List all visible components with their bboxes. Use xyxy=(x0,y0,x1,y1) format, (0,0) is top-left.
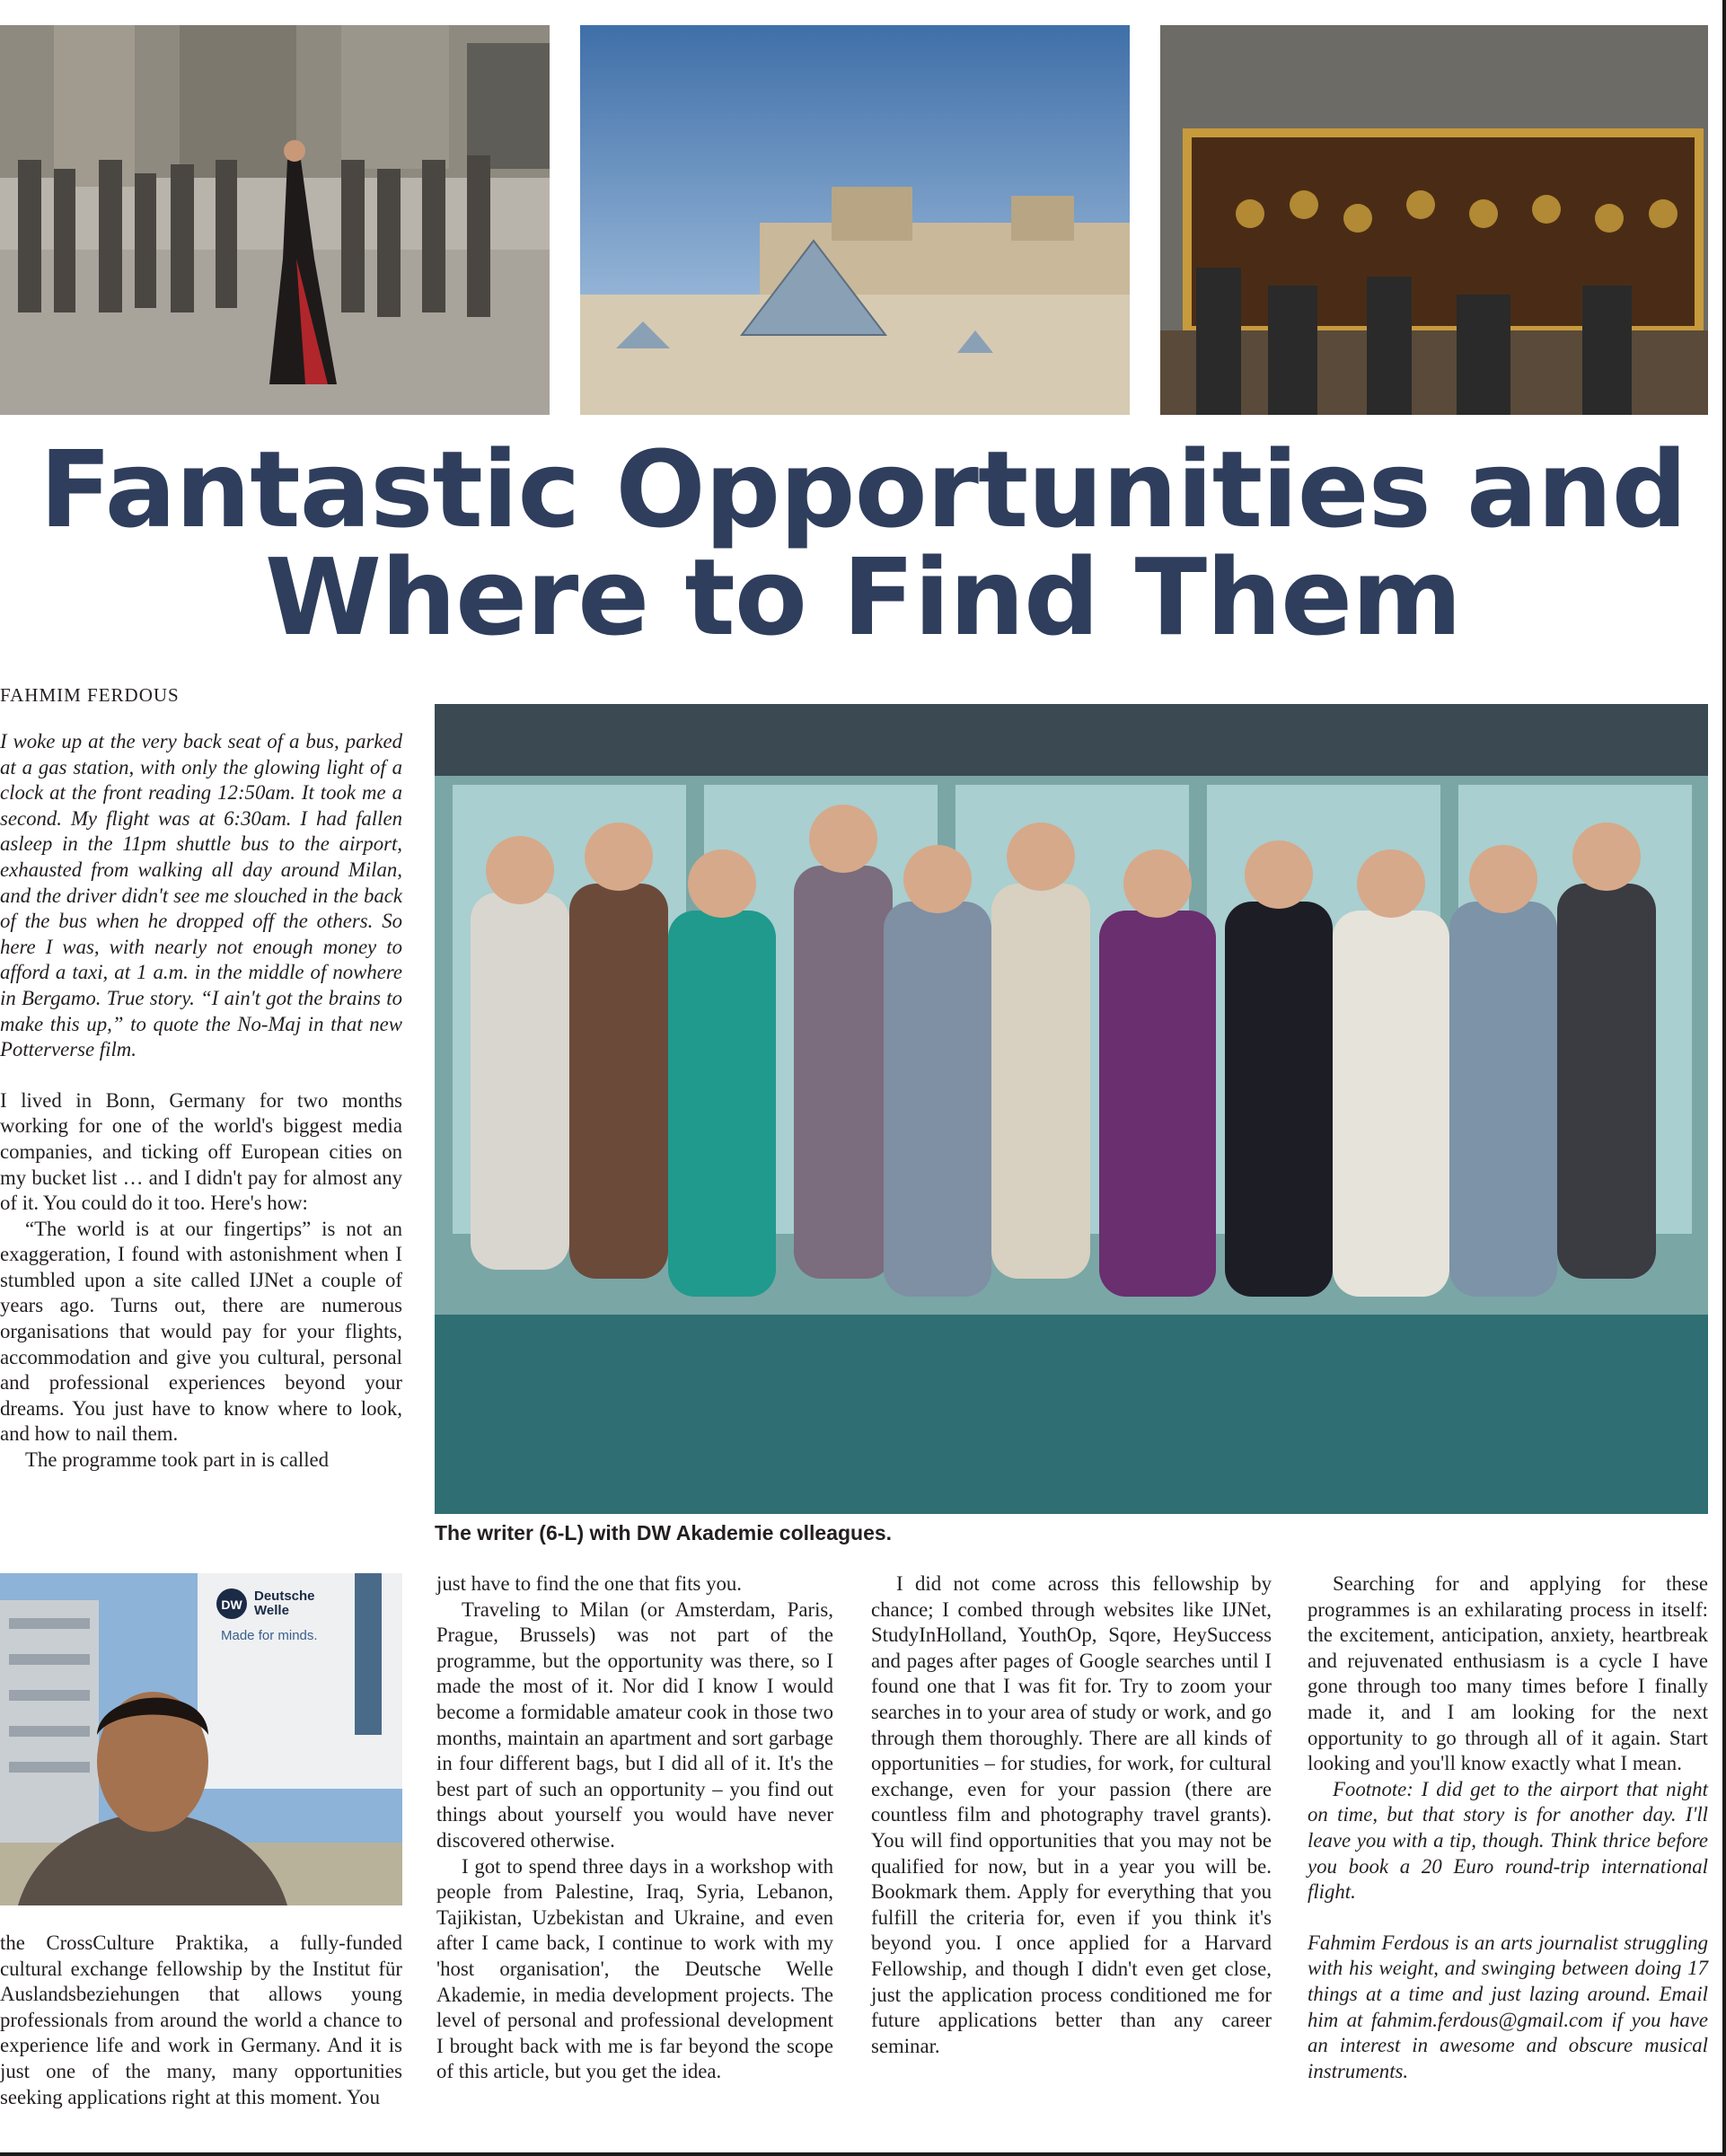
paragraph: The programme took part in is called xyxy=(25,1448,330,1472)
paragraph: I lived in Bonn, Germany for two months working for one of the world's biggest media companies, and ticking off European cities on my bucket list … and I didn't pay for almost any of it. You could do it too. Here's how: xyxy=(0,1088,402,1215)
photo-museum-painting xyxy=(1160,25,1708,415)
dw-tagline: Made for minds. xyxy=(221,1628,318,1643)
column-1-bottom xyxy=(0,1931,402,2110)
column-1-top xyxy=(0,729,402,1474)
page-edge-bottom xyxy=(0,2152,1726,2156)
photo-writer-dw-building xyxy=(0,1573,402,1905)
page-edge-right xyxy=(1722,0,1726,2156)
column-3 xyxy=(871,1571,1272,2059)
paragraph: the CrossCulture Praktika, a fully-funded cultural exchange fellowship by the Institut für Auslandsbeziehungen that allows young professionals from around the world a chance to experience life and work in Germany. And it is just one of the many, many opportunities seeking applications right at this moment. You xyxy=(0,1932,402,2108)
photo-louvre-pyramid xyxy=(580,25,1130,415)
paragraph: just have to find the one that fits you. xyxy=(436,1572,742,1595)
intro-paragraph: I woke up at the very back seat of a bus, parked at a gas station, with only the glowing light of a clock at the front reading 12:50am. It took me a second. My flight was at 6:30am. I had fallen asleep in the 11pm shuttle bus to the airport, exhausted from walking all day around Milan, and the driver didn't see me slouched in the back of the bus when he dropped off the others. So here I was, with nearly not enough money to afford a taxi, at 1 a.m. in the middle of nowhere in Bergamo. True story. “I ain't got the brains to make this up,” to quote the No-Maj in that new Potterverse film. xyxy=(0,730,402,1061)
headline-line-2: Where to Find Them xyxy=(264,535,1462,659)
dw-logo-mark: DW xyxy=(221,1597,242,1612)
photo-street-dancer xyxy=(0,25,550,415)
photo-caption: The writer (6-L) with DW Akademie colleagues. xyxy=(435,1521,893,1544)
photo-group-dw-akademie xyxy=(435,704,1708,1514)
footnote: Footnote: I did get to the airport that night on time, but that story is for another day. I'll leave you with a tip, though. Think thrice before you book a 20 Euro round-trip international flight. xyxy=(1308,1777,1708,1904)
paragraph: Searching for and applying for these programmes is an exhilarating process in itself: the excitement, anticipation, anxiety, heartbreak and rejuvenated enthusiasm is a cycle I have gone through too many times before I finally made it, and I am looking for the next opportunity to go through all of it again. Start looking and you'll know exactly what I mean. xyxy=(1308,1572,1708,1775)
paragraph: “The world is at our fingertips” is not an exaggeration, I found with astonishment when I stumbled upon a site called IJNet a couple of years ago. Turns out, there are numerous organisations that would pay for your flights, accommodation and give you cultural, personal and professional experiences beyond your dreams. You just have to know where to look, and how to nail them. xyxy=(0,1217,402,1446)
paragraph: I did not come across this fellowship by chance; I combed through websites like IJNet, StudyInHolland, YouthOp, Sqore, HeySuccess and pages after pages of Google searches until I found one that I was fit for. Try to zoom your searches in to your area of study or work, and go through them thoroughly. There are all kinds of opportunities – for studies, for work, for cultural exchange, even for your passion (there are countless film and photography travel grants). You will find opportunities that you may not be qualified for now, but in a year you will be. Bookmark them. Apply for everything that you fulfill the criteria for, even if you think it's beyond you. I once applied for a Harvard Fellowship, and though I didn't even get close, just the application process conditioned me for future applications better than any career seminar. xyxy=(871,1572,1272,2057)
byline: FAHMIM FERDOUS xyxy=(0,684,180,706)
dw-name-line-2: Welle xyxy=(254,1603,289,1618)
paragraph: I got to spend three days in a workshop with people from Palestine, Iraq, Syria, Lebanon, Tajikistan, Uzbekistan and Ukraine, and even after I came back, I continue to work with my 'host organisation', the Deutsche Welle Akademie, in media development projects. The level of personal and professional development I brought back with me is far beyond the scope of this article, but you get the idea. xyxy=(436,1854,833,2083)
headline-line-1: Fantastic Opportunities and xyxy=(39,427,1687,551)
author-bio: Fahmim Ferdous is an arts journalist struggling with his weight, and swinging between doing 17 things at a time and just lazing around. Email him at fahmim.ferdous@gmail.com if you have an interest in awesome and obscure musical instruments. xyxy=(1308,1931,1708,2082)
dw-name-line-1: Deutsche xyxy=(254,1588,315,1604)
column-2 xyxy=(436,1571,833,2085)
column-4 xyxy=(1308,1571,1708,2084)
paragraph: Traveling to Milan (or Amsterdam, Paris, Prague, Brussels) was not part of the programme, but the opportunity was there, so I made the most of it. Nor did I know I would become a formidable amateur cook in those two months, maintain an apartment and sort garbage in four different bags, but I did all of it. It's the best part of such an opportunity – you find out things about yourself you would have never discovered otherwise. xyxy=(436,1597,833,1852)
